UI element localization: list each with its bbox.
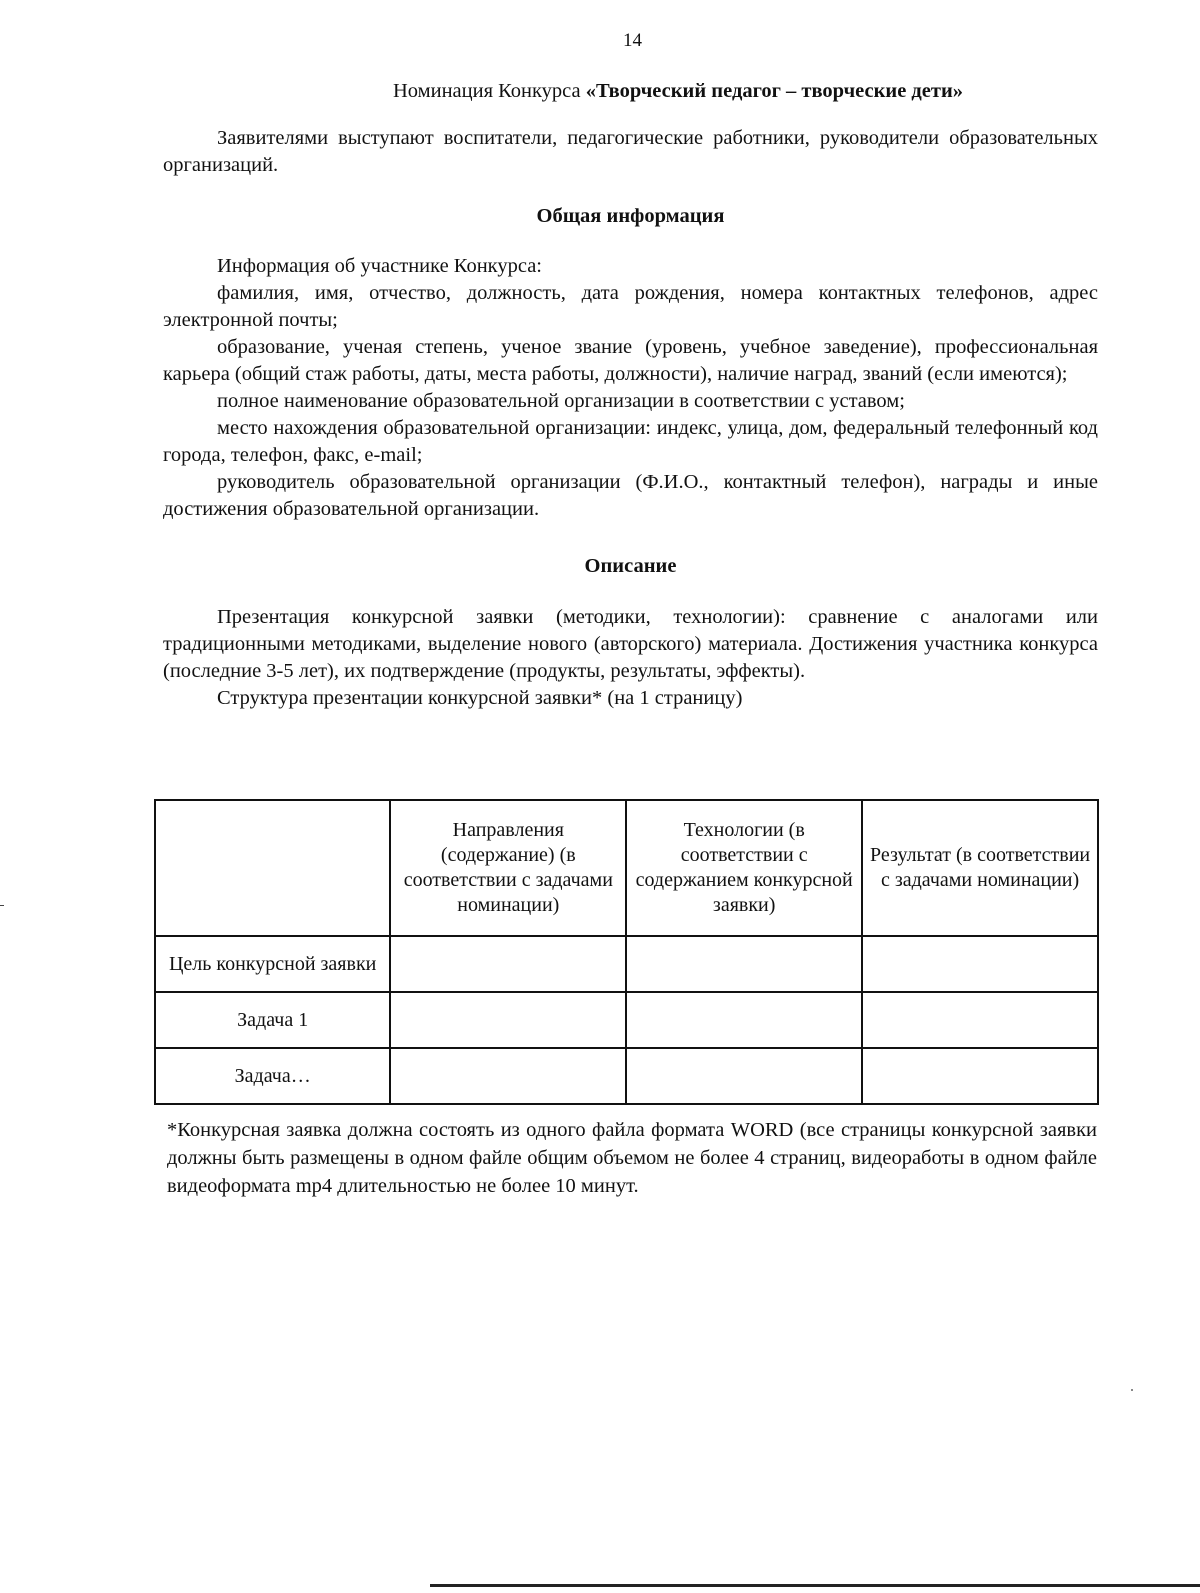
table-header-row: [155, 800, 1098, 936]
description-heading: Описание: [584, 555, 677, 577]
table-header-cell: Технологии (в соответствии с содержанием конкурсной заявки): [626, 800, 862, 936]
table-cell-empty: [626, 1048, 862, 1104]
description-paragraph: Презентация конкурсной заявки (методики, технологии): сравнение с аналогами или традиционными методиками, выделение нового (авторского) материала. Достижения участника конкурса (последние 3-5 лет), их подтверждение (продукты, результаты, эффекты).: [163, 606, 1098, 682]
footnote: *Конкурсная заявка должна состоять из одного файла формата WORD (все страницы конкурсной заявки должны быть размещены в одном файле общим объемом не более 4 страниц, видеоработы в одном файле видеоформата mp4 длительностью не более 10 минут.: [167, 1119, 1097, 1197]
table-row-label: Цель конкурсной заявки: [155, 936, 390, 992]
table-header-cell: [155, 800, 390, 936]
scan-speck: [1131, 1389, 1133, 1391]
document-body: [163, 78, 1098, 712]
table-cell-empty: [390, 1048, 626, 1104]
intro-paragraph: Заявителями выступают воспитатели, педагогические работники, руководители образовательных организаций.: [163, 127, 1098, 176]
table-cell-empty: [390, 992, 626, 1048]
bottom-rule: [430, 1584, 1200, 1587]
table-cell-empty: [862, 1048, 1098, 1104]
table-caption: Структура презентации конкурсной заявки* (на 1 страницу): [217, 687, 743, 709]
table-row-label: Задача…: [155, 1048, 390, 1104]
nomination-title-name: «Творческий педагог – творческие дети»: [585, 80, 964, 102]
general-info-paragraph: место нахождения образовательной организации: индекс, улица, дом, федеральный телефонный код города, телефон, факс, e-mail;: [163, 417, 1098, 466]
table-header-cell: Результат (в соответствии с задачами номинации): [862, 800, 1098, 936]
general-info-paragraph: полное наименование образовательной организации в соответствии с уставом;: [217, 390, 905, 412]
table-row: [155, 992, 1098, 1048]
general-info-paragraph: Информация об участнике Конкурса:: [217, 255, 542, 277]
general-info-paragraph: фамилия, имя, отчество, должность, дата рождения, номера контактных телефонов, адрес электронной почты;: [163, 282, 1098, 331]
table-row: [155, 1048, 1098, 1104]
nomination-title: [163, 78, 1098, 105]
general-info-heading: Общая информация: [536, 205, 725, 227]
page-number: 14: [623, 30, 642, 51]
presentation-structure-table: [154, 799, 1099, 1105]
table-cell-empty: [862, 992, 1098, 1048]
nomination-title-prefix: Номинация Конкурса: [392, 80, 586, 102]
table-cell-empty: [626, 936, 862, 992]
table-cell-empty: [862, 936, 1098, 992]
table-cell-empty: [390, 936, 626, 992]
general-info-paragraph: руководитель образовательной организации (Ф.И.О., контактный телефон), награды и иные достижения образовательной организации.: [163, 471, 1098, 520]
table-header-cell: Направления (содержание) (в соответствии с задачами номинации): [390, 800, 626, 936]
table-row: [155, 936, 1098, 992]
table-row-label: Задача 1: [155, 992, 390, 1048]
general-info-paragraph: образование, ученая степень, ученое звание (уровень, учебное заведение), профессиональная карьера (общий стаж работы, даты, места работы, должности), наличие наград, званий (если имеются);: [163, 336, 1098, 385]
table-cell-empty: [626, 992, 862, 1048]
scan-mark: [0, 905, 4, 906]
